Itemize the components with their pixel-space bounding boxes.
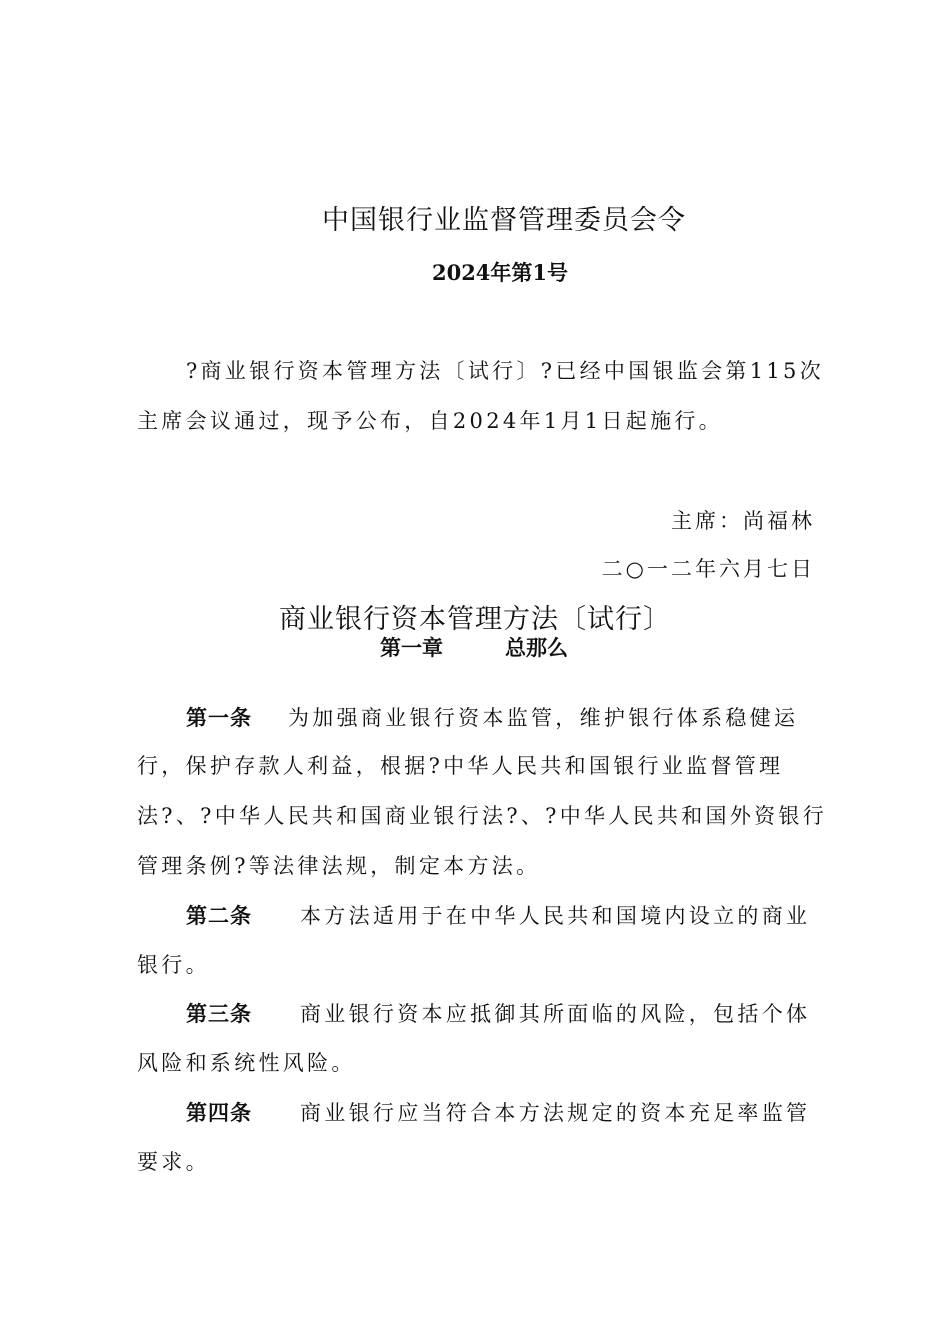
article-4-line-2: 要求。 [137,1150,210,1174]
article-label: 第三条 [186,1002,252,1026]
article-1-first-line [186,702,798,732]
article-text: 本方法适用于在中华人民共和国境内设立的商业 [300,904,811,928]
article-text: 为加强商业银行资本监管，维护银行体系稳健运 [288,706,799,730]
signature-chairman: 主席：尚福林 [671,509,815,533]
order-number: 2024年第1号 [431,260,569,285]
announcement-line-1: ?商业银行资本管理方法〔试行〕?已经中国银监会第115次 [186,359,824,383]
article-text: 商业银行应当符合本方法规定的资本充足率监管 [300,1101,811,1125]
article-label: 第一条 [186,706,252,730]
article-1-line-2: 行，保护存款人利益，根据?中华人民共和国银行业监督管理 [137,754,784,778]
article-2-line-2: 银行。 [137,953,210,977]
order-title: 中国银行业监督管理委员会令 [322,205,686,236]
signature-date: 二○一二年六月七日 [601,557,815,581]
regulation-title: 商业银行资本管理方法〔试行〕 [279,604,671,635]
chapter-heading [380,632,568,662]
article-1-line-4: 管理条例?等法律法规，制定本方法。 [137,854,541,878]
article-4-first-line [186,1097,810,1127]
chapter-number: 第一章 [380,636,443,660]
announcement-line-2: 主席会议通过，现予公布，自2024年1月1日起施行。 [137,409,723,433]
article-3-first-line [186,998,810,1028]
chapter-name: 总那么 [505,636,568,660]
article-text: 商业银行资本应抵御其所面临的风险，包括个体 [300,1002,811,1026]
article-label: 第四条 [186,1101,252,1125]
article-1-line-3: 法?、?中华人民共和国商业银行法?、?中华人民共和国外资银行 [137,804,828,828]
article-3-line-2: 风险和系统性风险。 [137,1051,356,1075]
article-label: 第二条 [186,904,252,928]
article-2-first-line [186,900,810,930]
